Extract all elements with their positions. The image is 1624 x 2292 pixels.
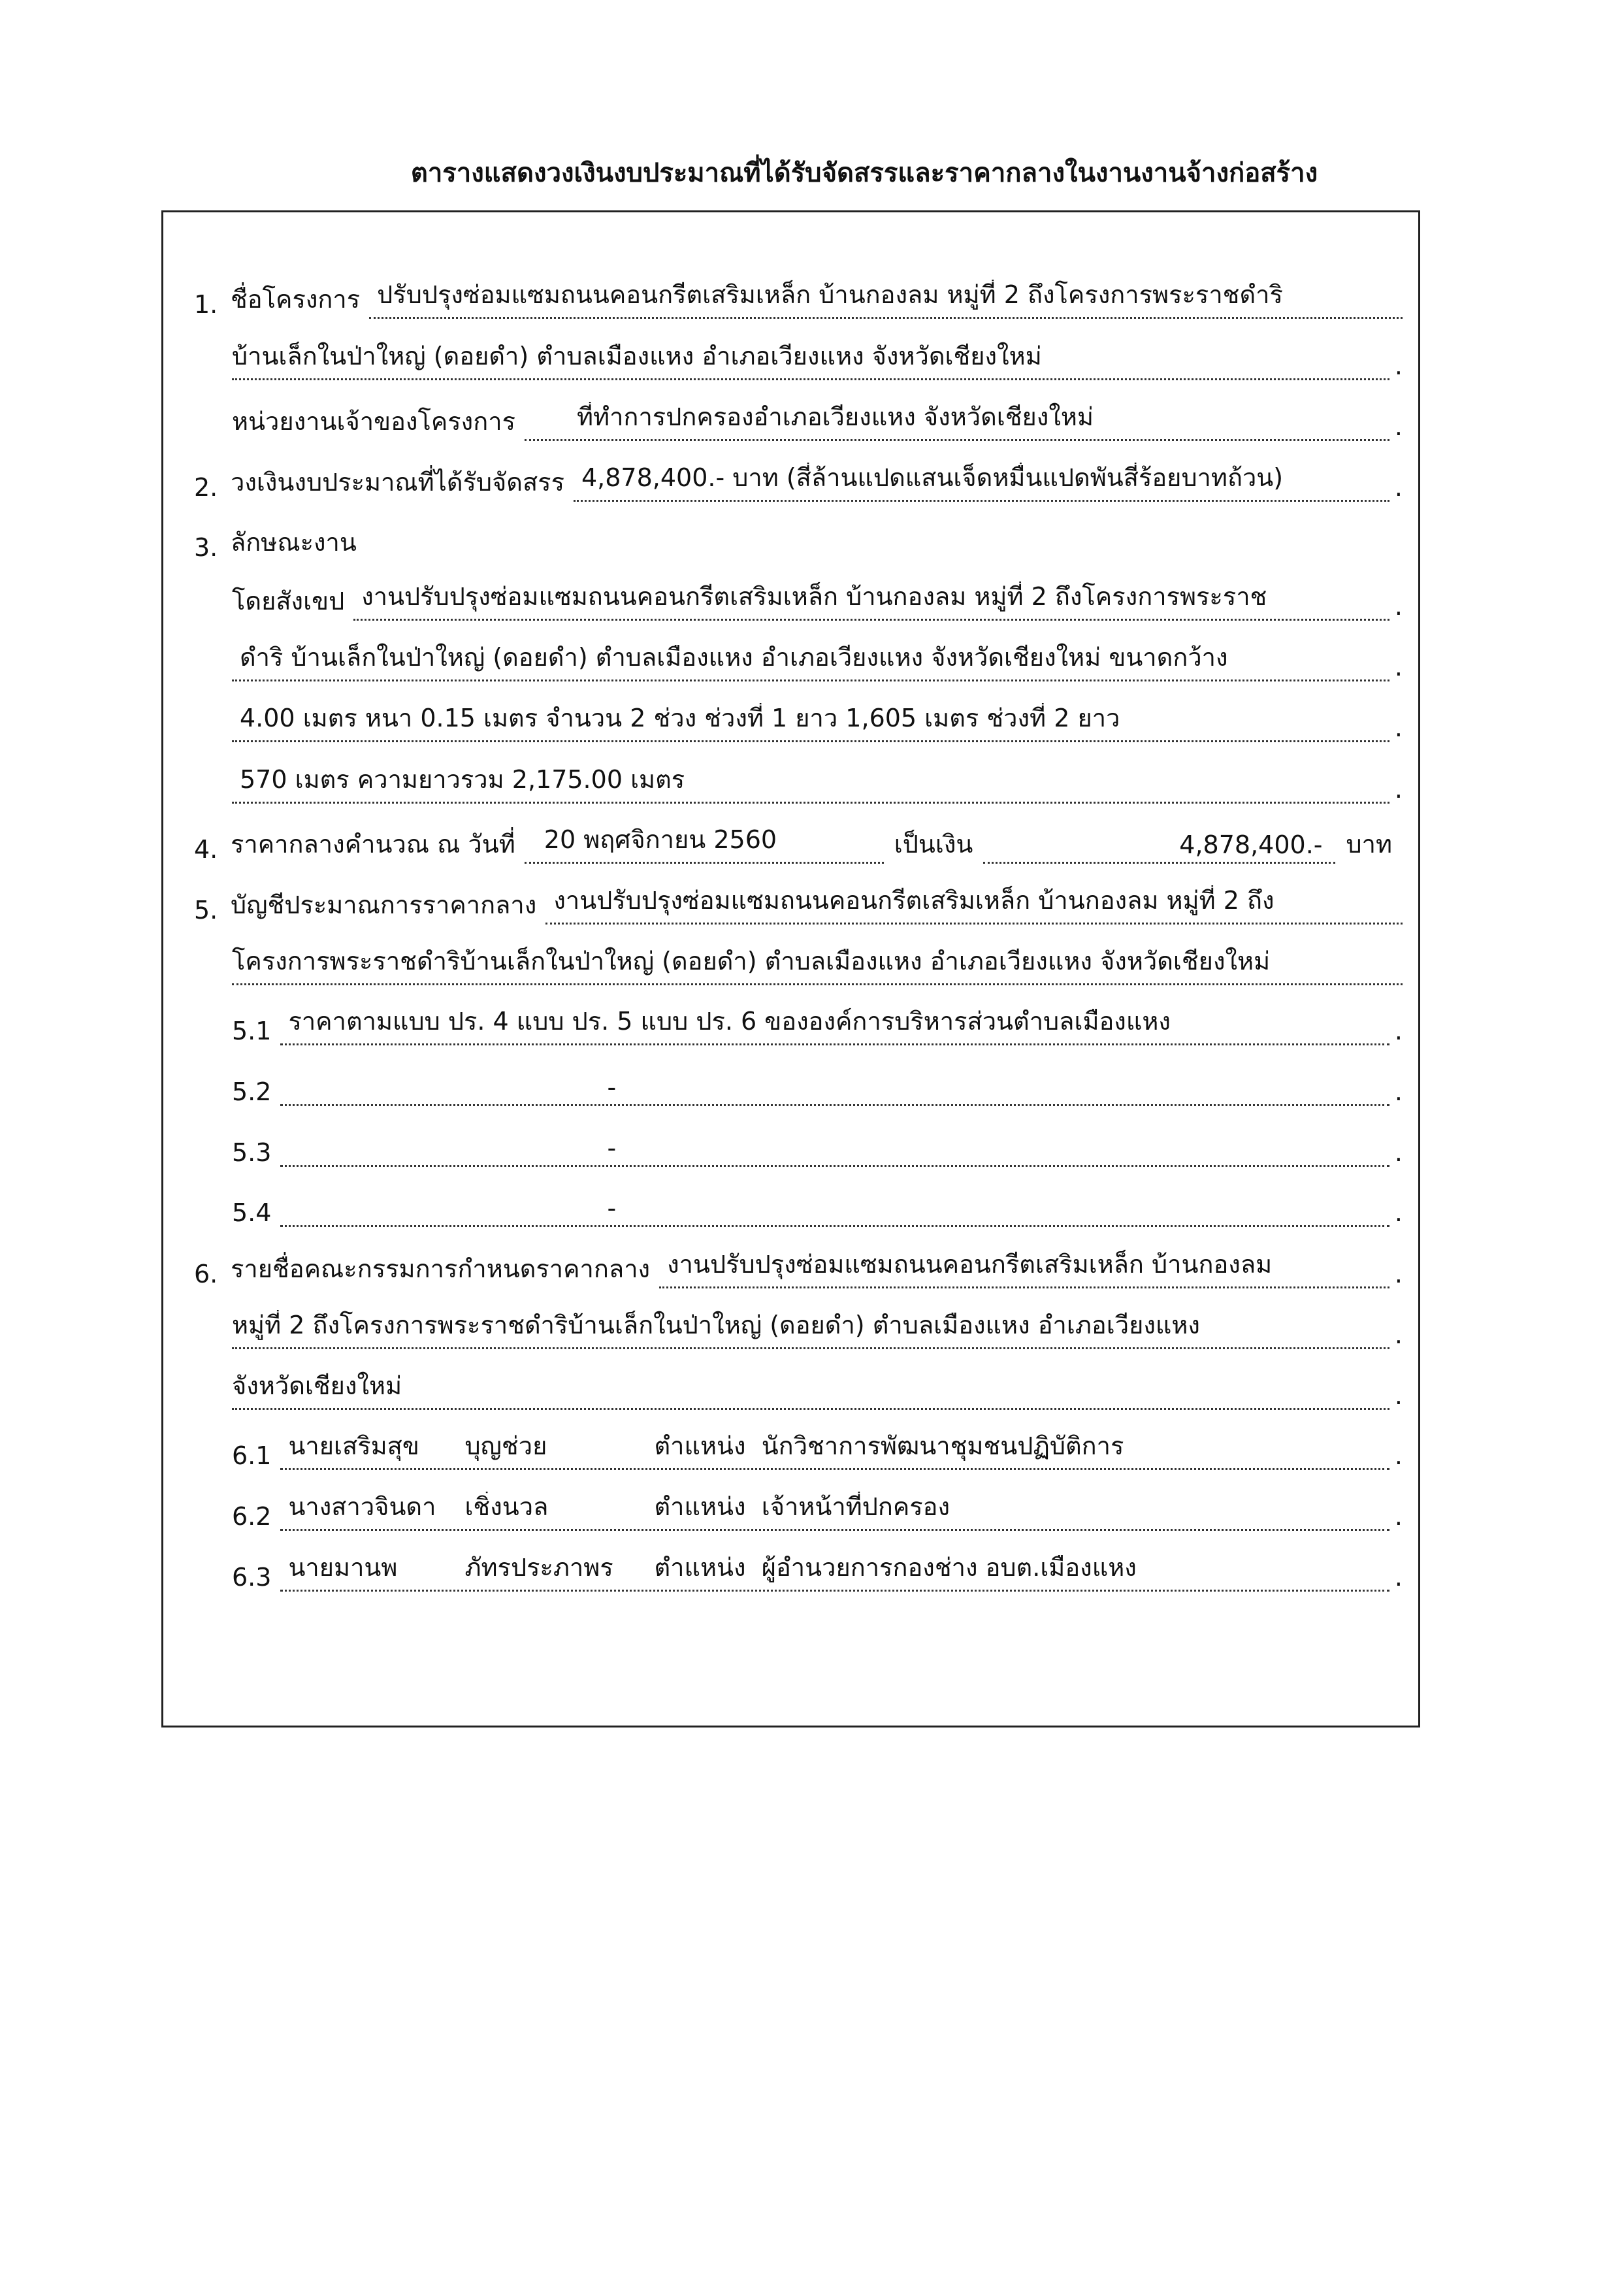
committee-label: รายชื่อคณะกรรมการกำหนดราคากลาง — [231, 1254, 651, 1283]
committee-line3: จังหวัดเชียงใหม่ — [232, 1371, 1389, 1410]
estimate-item: 5.1 ราคาตามแบบ ปร. 4 แบบ ปร. 5 แบบ ปร. 6 ขององค์การบริหารส่วนตำบลเมืองแหง . — [232, 1006, 1403, 1045]
section-number: 4. — [194, 835, 218, 864]
work-description-lead: โดยสังเขป — [232, 587, 345, 615]
member-number: 6.2 — [232, 1502, 272, 1531]
estimate-item: 5.4 - . — [232, 1194, 1403, 1227]
committee-row-2: หมู่ที่ 2 ถึงโครงการพระราชดำริบ้านเล็กในป่าใหญ่ (ดอยดำ) ตำบลเมืองแหง อำเภอเวียงแหง . — [232, 1310, 1403, 1349]
work-description-row-1: โดยสังเขป งานปรับปรุงซ่อมแซมถนนคอนกรีตเสริมเหล็ก บ้านกองลม หมู่ที่ 2 ถึงโครงการพระราช . — [232, 581, 1403, 621]
project-owner-row: หน่วยงานเจ้าของโครงการ ที่ทำการปกครองอำเภอเวียงแหง จังหวัดเชียงใหม่ . — [232, 402, 1403, 441]
committee-line1: งานปรับปรุงซ่อมแซมถนนคอนกรีตเสริมเหล็ก บ้านกองลม — [659, 1249, 1389, 1288]
estimate-item-number: 5.4 — [232, 1198, 272, 1227]
member-first-name: นางสาวจินดา — [288, 1492, 436, 1521]
member-last-name: ภัทรประภาพร — [464, 1553, 613, 1582]
committee-member: 6.1 นายเสริมสุข บุญช่วย ตำแหน่ง นักวิชาการพัฒนาชุมชนปฏิบัติการ . — [232, 1431, 1403, 1470]
member-position: ผู้อำนวยการกองช่าง อบต.เมืองแหง — [761, 1553, 1137, 1582]
committee-row: 6. รายชื่อคณะกรรมการกำหนดราคากลาง งานปรับปรุงซ่อมแซมถนนคอนกรีตเสริมเหล็ก บ้านกองลม . — [194, 1249, 1403, 1288]
estimate-item-text: - — [280, 1194, 1389, 1227]
work-description-heading — [194, 523, 1403, 562]
median-price-amount-label: เป็นเงิน — [894, 830, 973, 859]
member-last-name: บุญช่วย — [464, 1432, 547, 1460]
section-number: 5. — [194, 896, 218, 925]
estimate-item-text: - — [280, 1134, 1389, 1167]
project-name-line2: บ้านเล็กในป่าใหญ่ (ดอยดำ) ตำบลเมืองแหง อำเภอเวียงแหง จังหวัดเชียงใหม่ — [232, 341, 1389, 380]
estimate-item-text: - — [280, 1073, 1389, 1106]
median-price-date: 20 พฤศจิกายน 2560 — [525, 825, 884, 864]
member-first-name: นายมานพ — [288, 1553, 398, 1582]
committee-line2: หมู่ที่ 2 ถึงโครงการพระราชดำริบ้านเล็กในป่าใหญ่ (ดอยดำ) ตำบลเมืองแหง อำเภอเวียงแหง — [232, 1310, 1389, 1349]
median-price-label: ราคากลางคำนวณ ณ วันที่ — [231, 830, 515, 859]
member-entry — [280, 1492, 1389, 1531]
work-description-label: ลักษณะงาน — [231, 528, 357, 557]
estimate-item-number: 5.2 — [232, 1077, 272, 1106]
budget-row: 2. วงเงินงบประมาณที่ได้รับจัดสรร 4,878,400.- บาท (สี่ล้านแปดแสนเจ็ดหมื่นแปดพันสี่ร้อยบาทถ้วน) . — [194, 463, 1403, 502]
work-description-line1: งานปรับปรุงซ่อมแซมถนนคอนกรีตเสริมเหล็ก บ้านกองลม หมู่ที่ 2 ถึงโครงการพระราช — [353, 581, 1389, 621]
median-price-unit: บาท — [1346, 830, 1392, 859]
committee-member: 6.2 นางสาวจินดา เชิ่งนวล ตำแหน่ง เจ้าหน้าที่ปกครอง . — [232, 1492, 1403, 1531]
member-last-name: เชิ่งนวล — [464, 1492, 549, 1521]
estimate-row-2 — [232, 946, 1403, 985]
work-description-line4: 570 เมตร ความยาวรวม 2,175.00 เมตร — [232, 764, 1389, 804]
member-position-label: ตำแหน่ง — [654, 1492, 746, 1521]
section-number: 1. — [194, 290, 218, 319]
committee-member: 6.3 นายมานพ ภัทรประภาพร ตำแหน่ง ผู้อำนวยการกองช่าง อบต.เมืองแหง . — [232, 1552, 1403, 1592]
member-number: 6.3 — [232, 1563, 272, 1592]
work-description-row-3: 4.00 เมตร หนา 0.15 เมตร จำนวน 2 ช่วง ช่วงที่ 1 ยาว 1,605 เมตร ช่วงที่ 2 ยาว . — [232, 703, 1403, 742]
median-price-row — [194, 825, 1403, 864]
member-number: 6.1 — [232, 1441, 272, 1470]
member-position: นักวิชาการพัฒนาชุมชนปฏิบัติการ — [761, 1432, 1124, 1460]
section-number: 6. — [194, 1260, 218, 1288]
estimate-line1: งานปรับปรุงซ่อมแซมถนนคอนกรีตเสริมเหล็ก บ้านกองลม หมู่ที่ 2 ถึง — [545, 885, 1403, 925]
section-number: 3. — [194, 533, 218, 562]
project-name-row-2: บ้านเล็กในป่าใหญ่ (ดอยดำ) ตำบลเมืองแหง อำเภอเวียงแหง จังหวัดเชียงใหม่ . — [232, 341, 1403, 380]
member-entry — [280, 1431, 1389, 1470]
member-entry — [280, 1552, 1389, 1592]
median-price-amount: 4,878,400.- — [983, 830, 1335, 864]
estimate-item-number: 5.3 — [232, 1138, 272, 1167]
budget-value: 4,878,400.- บาท (สี่ล้านแปดแสนเจ็ดหมื่นแปดพันสี่ร้อยบาทถ้วน) — [574, 463, 1389, 502]
project-name-row — [194, 280, 1403, 319]
member-position: เจ้าหน้าที่ปกครอง — [761, 1492, 950, 1521]
work-description-row-2: ดำริ บ้านเล็กในป่าใหญ่ (ดอยดำ) ตำบลเมืองแหง อำเภอเวียงแหง จังหวัดเชียงใหม่ ขนาดกว้าง . — [232, 642, 1403, 681]
member-position-label: ตำแหน่ง — [654, 1553, 746, 1582]
work-description-line3: 4.00 เมตร หนา 0.15 เมตร จำนวน 2 ช่วง ช่วงที่ 1 ยาว 1,605 เมตร ช่วงที่ 2 ยาว — [232, 703, 1389, 742]
project-owner-label: หน่วยงานเจ้าของโครงการ — [232, 407, 515, 436]
document-title: ตารางแสดงวงเงินงบประมาณที่ได้รับจัดสรรและราคากลางในงานงานจ้างก่อสร้าง — [410, 158, 1318, 188]
committee-row-3: จังหวัดเชียงใหม่ . — [232, 1371, 1403, 1410]
project-owner-value: ที่ทำการปกครองอำเภอเวียงแหง จังหวัดเชียงใหม่ — [525, 402, 1389, 441]
member-position-label: ตำแหน่ง — [654, 1432, 746, 1460]
estimate-line2: โครงการพระราชดำริบ้านเล็กในป่าใหญ่ (ดอยดำ) ตำบลเมืองแหง อำเภอเวียงแหง จังหวัดเชียงใหม่ — [232, 946, 1403, 985]
work-description-line2: ดำริ บ้านเล็กในป่าใหญ่ (ดอยดำ) ตำบลเมืองแหง อำเภอเวียงแหง จังหวัดเชียงใหม่ ขนาดกว้าง — [232, 642, 1389, 681]
work-description-row-4: 570 เมตร ความยาวรวม 2,175.00 เมตร . — [232, 764, 1403, 804]
estimate-row — [194, 885, 1403, 925]
estimate-label: บัญชีประมาณการราคากลาง — [231, 891, 537, 919]
estimate-item: 5.3 - . — [232, 1134, 1403, 1167]
estimate-item-number: 5.1 — [232, 1017, 272, 1045]
estimate-item-text: ราคาตามแบบ ปร. 4 แบบ ปร. 5 แบบ ปร. 6 ขององค์การบริหารส่วนตำบลเมืองแหง — [280, 1006, 1389, 1045]
budget-label: วงเงินงบประมาณที่ได้รับจัดสรร — [231, 468, 564, 497]
estimate-item: 5.2 - . — [232, 1073, 1403, 1106]
member-first-name: นายเสริมสุข — [288, 1432, 419, 1460]
project-name-label: ชื่อโครงการ — [231, 285, 361, 314]
project-name-line1: ปรับปรุงซ่อมแซมถนนคอนกรีตเสริมเหล็ก บ้านกองลม หมู่ที่ 2 ถึงโครงการพระราชดำริ — [369, 280, 1403, 319]
section-number: 2. — [194, 473, 218, 502]
